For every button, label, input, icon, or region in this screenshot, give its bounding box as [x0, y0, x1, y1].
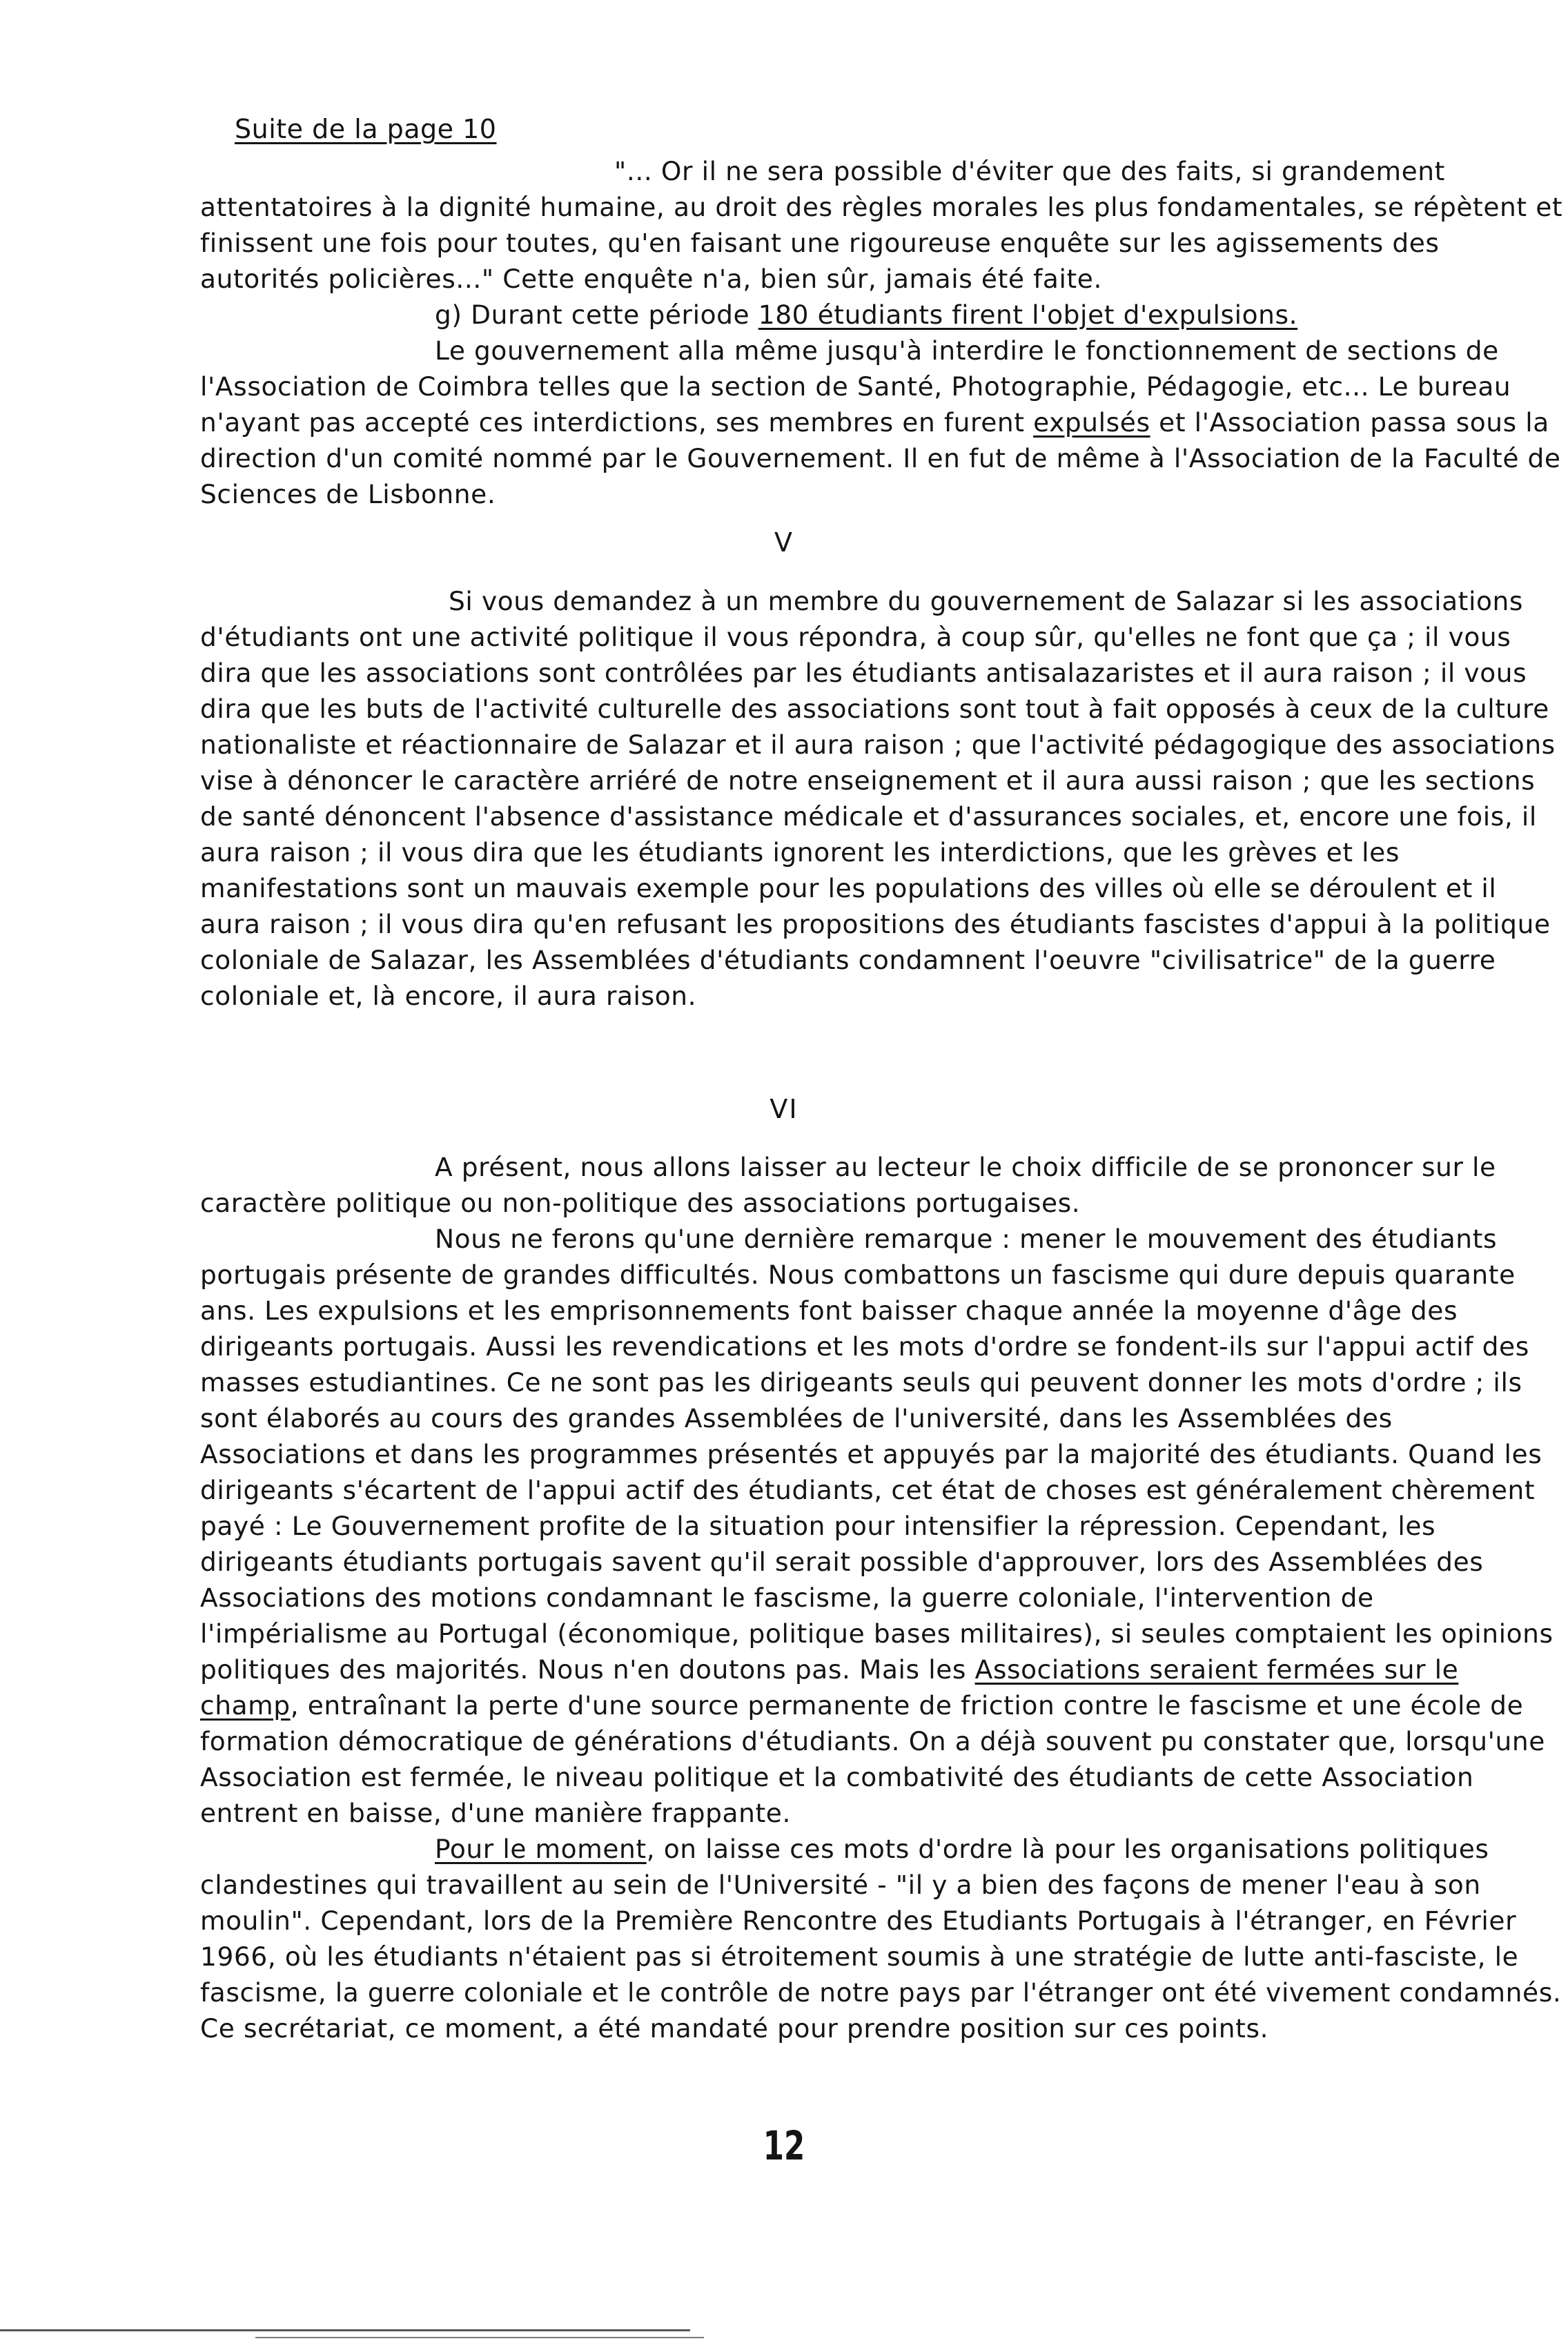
section-vi-paragraph-3	[200, 1831, 1563, 2046]
quote-paragraph: "... Or il ne sera possible d'éviter que des faits, si grandement attentatoires à la dignité humaine, au droit des règles morales les plus fondamentales, se répètent et finissent une fois pour toutes, qu'en faisant une rigoureuse enquête sur les agissements des autorités policières..." Cette enquête n'a, bien sûr, jamais été faite.	[200, 156, 1563, 294]
government-paragraph	[200, 333, 1563, 512]
section-vi-heading: VI	[770, 1094, 798, 1124]
item-g-lead: g) Durant cette période	[435, 300, 758, 330]
item-g-paragraph	[200, 297, 1563, 333]
section-vi-p2-text-a: Nous ne ferons qu'une dernière remarque : mener le mouvement des étudiants portugais présente de grandes difficultés. Nous combattons un fascisme qui dure depuis quarante ans. Les expulsions et les emprisonnements font baisser chaque année la moyenne d'âge des dirigeants portugais. Aussi les revendications et les mots d'ordre se fondent-ils sur l'appui actif des masses estudiantines. Ce ne sont pas les dirigeants seuls qui peuvent donner les mots d'ordre ; ils sont élaborés au cours des grandes Assemblées de l'université, dans les Assemblées des Associations et dans les programmes présentés et appuyés par la majorité des étudiants. Quand les dirigeants s'écartent de l'appui actif des étudiants, cet état de choses est généralement chèrement payé : Le Gouvernement profite de la situation pour intensifier la répression. Cependant, les dirigeants étudiants portugais savent qu'il serait possible d'approuver, lors des Assemblées des Associations des motions condamnant le fascisme, la guerre coloniale, l'intervention de l'impérialisme au Portugal (économique, politique bases militaires), si seules comptaient les opinions politiques des majorités. Nous n'en doutons pas. Mais les	[200, 1224, 1554, 1685]
item-g-underlined: 180 étudiants firent l'objet d'expulsions.	[758, 300, 1298, 330]
bottom-rule	[0, 2329, 690, 2331]
section-v-body	[200, 583, 1563, 1014]
section-vi-p2-underlined: Associations seraient fermées sur le champ	[200, 1654, 1459, 1721]
section-iv-continuation	[200, 153, 1563, 512]
bottom-rule-secondary	[255, 2337, 704, 2338]
government-text-2: et l'Association passa sous la direction d'un comité nommé par le Gouvernement. Il en fut de même à l'Association de la Faculté de Sciences de Lisbonne.	[200, 407, 1561, 509]
section-vi-body	[200, 1149, 1563, 2046]
section-vi-paragraph-1: A présent, nous allons laisser au lecteur le choix difficile de se prononcer sur le caractère politique ou non-politique des associations portugaises.	[200, 1152, 1496, 1218]
section-v-paragraph: Si vous demandez à un membre du gouvernement de Salazar si les associations d'étudiants ont une activité politique il vous répondra, à coup sûr, qu'elles ne font que ça ; il vous dira que les associations sont contrôlées par les étudiants antisalazaristes et il aura raison ; il vous dira que les buts de l'activité culturelle des associations sont tout à fait opposés à ceux de la culture nationaliste et réactionnaire de Salazar et il aura raison ; que l'activité pédagogique des associations vise à dénoncer le caractère arriéré de notre enseignement et il aura aussi raison ; que les sections de santé dénoncent l'absence d'assistance médicale et d'assurances sociales, et, encore une fois, il aura raison ; il vous dira que les étudiants ignorent les interdictions, que les grèves et les manifestations sont un mauvais exemple pour les populations des villes où elle se déroulent et il aura raison ; il vous dira qu'en refusant les propositions des étudiants fascistes d'appui à la politique coloniale de Salazar, les Assemblées d'étudiants condamnent l'oeuvre "civilisatrice" de la guerre coloniale et, là encore, il aura raison.	[200, 586, 1556, 1011]
page-number: 12	[763, 2122, 805, 2169]
section-vi-p3-text: , on laisse ces mots d'ordre là pour les organisations politiques clandestines qui travaillent au sein de l'Université - "il y a bien des façons de mener l'eau à son moulin". Cependant, lors de la Première Rencontre des Etudiants Portugais à l'étranger, en Février 1966, où les étudiants n'étaient pas si étroitement soumis à une stratégie de lutte anti-fasciste, le fascisme, la guerre coloniale et le contrôle de notre pays par l'étranger ont été vivement condamnés. Ce secrétariat, ce moment, a été mandaté pour prendre position sur ces points.	[200, 1834, 1562, 2044]
continued-from-label: Suite de la page 10	[235, 114, 497, 144]
government-text-1: Le gouvernement alla même jusqu'à interdire le fonctionnement de sections de l'Association de Coimbra telles que la section de Santé, Photographie, Pédagogie, etc... Le bureau n'ayant pas accepté ces interdictions, ses membres en furent	[200, 335, 1511, 438]
section-vi-p3-underlined: Pour le moment	[435, 1834, 647, 1864]
section-vi-paragraph-2	[200, 1221, 1563, 1831]
section-vi-p2-text-b: , entraînant la perte d'une source permanente de friction contre le fascisme et une école de formation démocratique de générations d'étudiants. On a déjà souvent pu constater que, lorsqu'une Association est fermée, le niveau politique et la combativité des étudiants de cette Association entrent en baisse, d'une manière frappante.	[200, 1690, 1545, 1828]
government-underlined: expulsés	[1033, 407, 1150, 438]
section-v-heading: V	[774, 527, 794, 558]
